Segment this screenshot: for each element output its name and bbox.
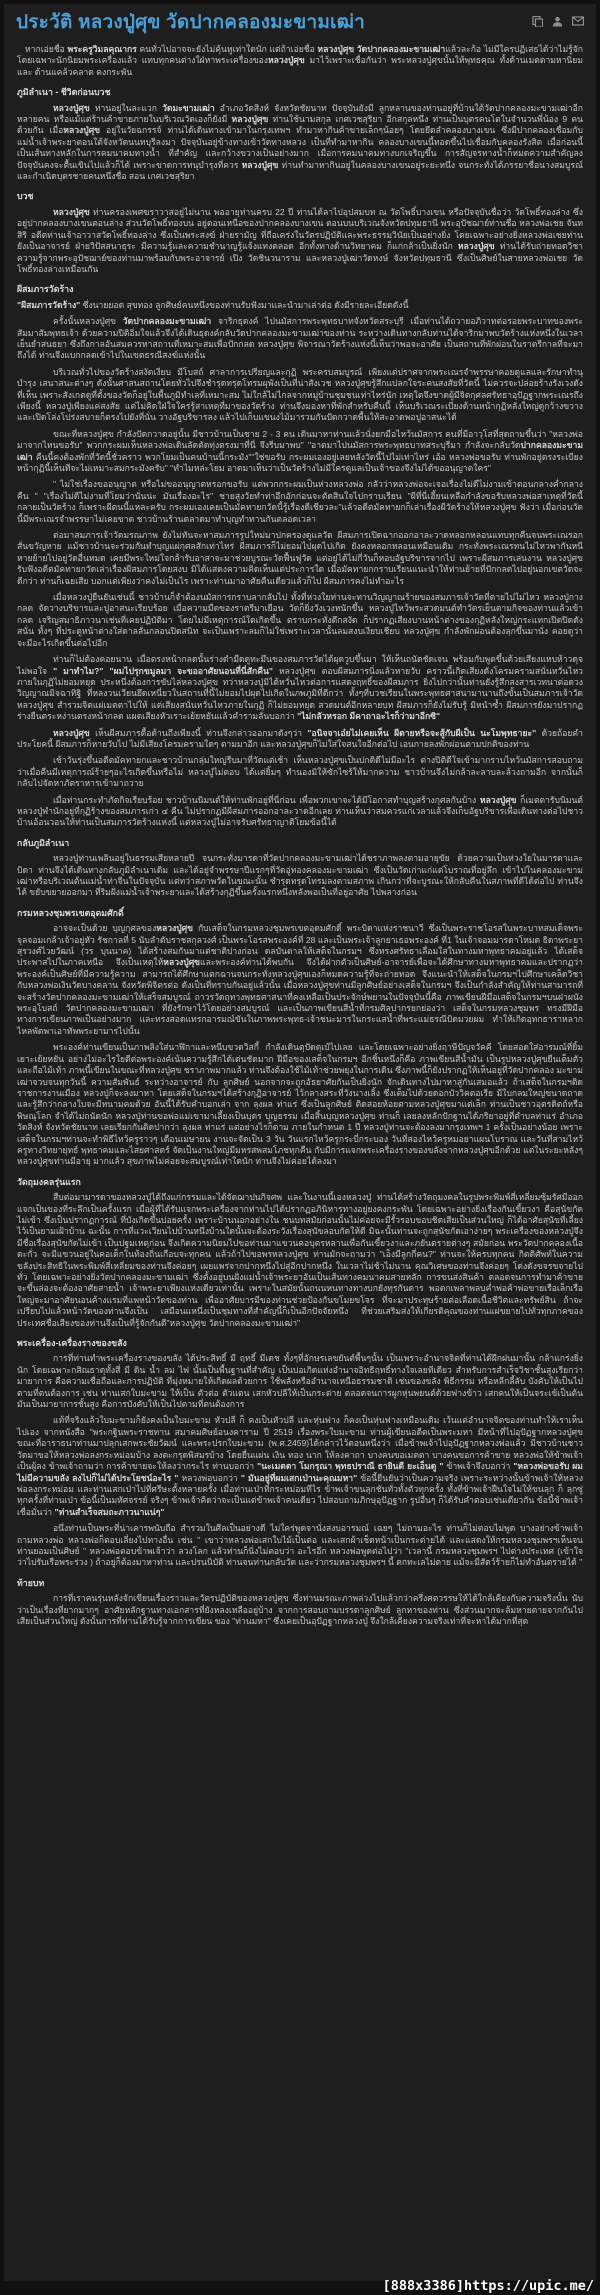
bold-text-run: หลวงปู่ศุข: [63, 125, 101, 136]
paragraph: [17, 795, 583, 829]
text-run: ต่อมาสมภารเจ้าวัดมรณภาพ ยังไม่ทันจะหาสมภารรูปใหม่มาปกครองดูแลวัด ผีสมภารเปิดฉากออกอาละวาดหลอกหลอนแทบทุกคืนจนพระเณรอกสั่นขวัญหาย แม้ชาวบ้านจะร่วมกันทำบุญแผ่กุศลสักเท่าไหร่ ผีสมภารก็ไม่ยอมไปผุดไปเกิด ยังคงหลอกหลอนเหมือนเดิม กระทั่งพระเณรทนไม่ไหวพากันหนีหายย้ายไปอยู่วัดอื่นหมด เคยมีพระใหม่ใจกล้ารับอาสาจะมาช่วยบูรณะวัดฟื้นฟูวัด แต่อยู่ได้ไม่กี่วันก็หอบอัฐบริขารจากไป เพราะผีสมภารเล่นงาน หลวงปู่ศุขรับฟังอดีตมัคทายกวัดเล่าเรื่องผีสมภารโดยสงบ มิได้แสดงความคิดเห็นแต่ประการใด เมื่อมัคทายกกราบเรียนแนะนำให้ท่านย้ายที่ปักกลดไปอยู่นอกเขตวัดจะดีกว่า ท่านก็เฉยเสีย บอกแต่เพียงว่าคงไม่เป็นไร เพราะท่านมาอาศัยคืนเดียวแล้วก็ไป ผีสมภารคงไม่ทำอะไร: [17, 530, 583, 586]
bold-text-run: "ท่านสำเร็จสมถะภาวนาแน่ๆ": [54, 1506, 165, 1517]
text-run: หลวงปู่ศุข ตอบผีสมภารนิ่งแล้วหายวับ คราวนี้เกิดเสียงดังโครมครามสนั่นหวั่นไหว ภายในกุฏิไม่ยอมหยุด ประหนึ่งต้องการขับไล่หลวงปู่ศุข ทว่าหลวงปู่มิได้หวั่นไหวต่อการแสดงฤทธิ์ของผีสมภาร ยิ่งไปกว่านั้นท่านยังรู้สึกสงสารเวทนาต่อดวงวิญญาณมิจฉาทิฐิ ที่หลงวนเวียนยึดเหนี่ยวในสถานที่นี้ไม่ยอมไปผุดไปเกิดในภพภูมิที่ดีกว่า ทั้งๆที่บวชเรียนในพระพุทธศาสนามานานถึงขั้นเป็นสมภารเจ้าวัด หลวงปู่ศุข สำรวมจิตแผ่เมตตาไปให้ แต่เสียงสนั่นหวั่นไหวภายในกุฏิ ก็ไม่ยอมหยุด สวดมนต์อีกหลายบท ผีสมภารก็ยังไม่รับรู้ มิหนำซ้ำ ผีสมภารยังมาปรากฏร่างยืนตระหง่านตรงหน้ากลด แผดเสียงหัวเราะเย้ยหยันแล้วคำรามลั่นบอกว่า: [17, 665, 583, 722]
paragraph: [17, 1353, 583, 1410]
text-run: และพระองค์ท่านได้พบกัน จึงได้ฝากตัวเป็นศิษย์-อาจารย์เพื่อจะได้ศึกษาทางมหาพุทธาคมและปรากฏว่า พระองค์เป็นศิษย์ที่มีความรู้ความ สามารถได้ศึกษาแตกฉานจนกระทั่งหลวงปู่ศุขเองก็หมดความรู้ที่จะถ่ายทอด จึงแนะนำให้เสด็จในกรมฯไปศึกษาเคล็ดวิชากับหลวงพ่อเงินวัดบางคลาน จังหวัดพิจิตรต่อ ดังเป็นที่ทราบกันอยู่แล้วนั้น เมื่อหลวงปู่ศุขท่านมีลูกศิษย์อย่างเสด็จในกรมฯ จึงเป็นกำลังสำคัญให้ท่านสามารถที่จะสร้างวัดปากคลองมะขามเฒ่าให้เสร็จสมบูรณ์ ถาวรวัดถุทางพุทธศาสนาที่คงเหลือเป็นประจักษ์พยานในปัจจุบันนี้คือ ภาพเขียนฝีมือเสด็จในกรมฯบนฝาผนังพระอุโบสถ์ วัดปากคลองมะขามเฒ่า ที่ยังรักษาไว้โดยอย่างสมบูรณ์ และเป็นภาพเขียนสีน้ำที่กรมศิลปากรยกย่องว่า เสด็จในกรมหลวงชุมพร ทรงมีฝีมือทางการเขียนภาพเป็นอย่างมาก และทรงสอดแทรกอารมณ์ขันในภาพพระพุทธ-เจ้าชนะมารในกระแสน้ำที่พระแม่ธรณีบิดมวยผม ทำให้เกิดอุทกธาราหลากไหลพัดพาเอาทัพพระยามารไปนั้น: [17, 957, 583, 1036]
text-run: ก็เมตตารับนิมนต์ หลวงปู่พำนักอยู่ที่กุฏิร้างของสมภารเก่า ๔ คืน ไม่ปรากฏมีผีสมภารออกอาละวาดอีกเลย ท่านเห็นว่าสมควรแก่เวลาแล้วจึงเก็บอัฐบริขารเพื่อเดินทางต่อไปชาวบ้านอ้อนวอนให้ท่านเป็นสมภารวัดร้างแห่งนี้ แต่หลวงปู่ไม่อาจรับศรัทธาญาติโยมข้อนี้ได้: [17, 794, 583, 828]
bold-text-run: "หลวงพ่อขอรับ ผมไม่มีความขลัง ลงไปก็ไม่ได้ประโยชน์อะไร ": [17, 1461, 583, 1483]
text-run: หลวงพ่อบอกว่า: [178, 1472, 241, 1483]
mail-icon[interactable]: [572, 16, 584, 27]
paragraph: [17, 479, 583, 525]
paragraph: [17, 1593, 583, 1627]
text-run: เมื่อหลวงปู่ยืนยันเช่นนี้ ชาวบ้านก็จำต้องนมัสการกราบลากลับไป ทั้งที่ห่วงใยท่านจะทานวิญญาณร้ายของสมภารเจ้าวัดที่ตายไปไม่ไหว หลวงปู่กางกลด จัดวางบริขารและปูอาสนะเรียบร้อย เมื่อความมืดของราตรีมาเยือน วัดก็ยิ่งวังเวงหนักขึ้น หลวงปู่ไหว้พระสวดมนต์ทำวัตรเย็นตามกิจของท่านแล้วเข้ากลด เจริญสมาธิภาวนาเช่นที่เคยปฏิบัติมา โดยไม่มีเหตุการณ์ใดเกิดขึ้น ตราบกระทั่งดึกสงัด ก็ปรากฏเสียงบานหน้าต่างของกุฏิหลังใหญ่กระแทกเปิดปิดดังสนั่น ทั้งๆ ที่ประตูหน้าต่างใส่ดาลลั่นกลอนปิดสนิท จะเป็นเพราะลมก็ไม่ใช่เพราะเวลานั้นลมสงบเงียบเชียบ หลวงปู่ศุข กำลังพักผ่อนต้องลุกขึ้นมานั่ง คอยดูว่าจะมีอะไรเกิดขึ้นต่อไปอีก: [17, 592, 583, 648]
paragraph: [17, 1523, 583, 1569]
bold-text-run: "อนิจจาเอ๋ยไม่เคยเห็น ผีตายหรือจะสู้กับผีเป็น นะโมพุทธายะ": [307, 727, 537, 738]
section-heading: วัดถุมงคลรุ่นแรก: [17, 1176, 81, 1187]
text-run: กับเสด็จในกรมหลวงชุมพรเขตอุดมศักดิ์ พระบิดาแห่งราชนาวี ซึ่งเป็นพระราชโอรสในพระบาทสมเด็จพระจุลจอมเกล้าเจ้าอยู่หัว รัชกาลที่ 5 นับลำดับราชสกุลวงศ์ เป็นพระโอรสพระองค์ที่ 28 และเป็นพระเจ้าลูกยาเธอพระองค์ ที่1 ในเจ้าจอมมารดาโหมด ธิดาพระยาสุรวงศ์ไวยวัฒน์ (วร บุนนาค) ได้สร้างสมกันมาแต่ชาติปางก่อน ดลบันดาลให้เสด็จในกรมฯ ซึ่งทรงศรัทธาเลื่อมใสในทางมหาพุทธาคมอยู่แล้ว ได้เสด็จประพาสไปในภาคเหนือ จึงเป็นเหตุให้: [17, 923, 583, 968]
bold-text-run: " มันอยู่ที่ผมเสกเป่านะคุณมหา": [240, 1472, 358, 1483]
bold-text-run: หลวงปู่ศุข: [53, 727, 90, 738]
bold-text-run: วัดปากคลองมะขามเฒ่า: [122, 316, 212, 327]
paragraph: [17, 853, 583, 899]
section-heading: กรมหลวงชุมพรเขตอุดมศักดิ์: [17, 907, 124, 918]
text-run: ซึ่งนายยอด สุขทอง ลูกศิษย์คนหนึ่งของท่านรับฟังมาและนำมาเล่าต่อ ดังมีรายละเอียดดังนี้: [80, 299, 409, 310]
text-run: เมื่อท่านกระทำภัตกิจเรียบร้อย ชาวบ้านนิมนต์ให้ท่านพักอยู่ที่นี่ก่อน เพื่อพวกเขาจะได้มีโอกาสทำบุญสร้างกุศลกันบ้าง: [53, 794, 480, 805]
text-run: ท่านก็ไม่ต้องคอยนาน เมื่อตรงหน้ากลดนั้นร่างดำมืดดูทะมึนของสมภารวัดได้ผุดวูบขึ้นมา ให้เห็นถนัดชัดเจน พร้อมกับพูดขึ้นด้วยเสียงแหบห้าวดุจไม่พอใจ: [17, 654, 583, 676]
text-run: เห็นผีสมภารดื้อด้านถึงเพียงนี้ ท่านจึงกล่าวออกมาดังๆว่า: [89, 727, 308, 738]
paragraph: [17, 316, 583, 362]
text-run: " ไม่ใช่เรื่องขออนุญาต หรือไม่ขออนุญาตหรอกขอรับ แต่พวกกระผมเป็นห่วงหลวงพ่อ กลัวว่าหลวงพ่อจะเจอเรื่องไม่ดีไม่งามเข้าตอนกลางค่ำกลางคืน " "เรื่องไม่ดีไม่งามที่โยมว่านั่นน่ะ มันเรื่องอะไร" ชายสูงวัยทำท่าอึกอักก่อนจะตัดสินใจไปกราบเรียน "ผีที่นี่เฮี้ยนเหลือกำลังขอรับหลวงพ่อสาเหตุที่วัดนี้กลายเป็นวัดร้าง ก็เพราะผีตนนี้แหละครับ กระผมเองเคยเป็นมัคทายกวัดนี้รู้เรื่องดีเชียวละ"แล้วอดีตมัคทายกก็เล่าเรื่องผีวัดร้างให้หลวงปู่ศุข ฟังว่า เมื่อก่อนวัดนี้มีพระเณรจำพรรษาไม่เคยขาด ชาวบ้านร้านตลาดมาทำบุญทำทานกันตลอดเวลา: [17, 479, 583, 524]
bold-text-run: " มาทำไม?" "ผมไปรุกขมูลมา จะขออาศัยนอนที่นี่สักคืน": [53, 665, 273, 676]
bold-text-run: หลวงปู่ศุข วัดปากคลองมะขามเฒ่า: [317, 44, 446, 54]
article-page: [4, 4, 596, 2281]
bold-text-run: หลวงปู่ศุข: [156, 923, 194, 934]
paragraph: [17, 1415, 583, 1518]
bold-text-run: ปากคลองมะขามเฒ่า: [17, 440, 583, 462]
bold-text-run: หลวงปู่ศุข: [231, 114, 269, 125]
paragraph: [17, 654, 583, 722]
text-run: มาไว้เพราะเชื่อกันว่า พระหลวงปู่ศุขนั้นให้พุทธคุณ ทั้งด้านเมตตามหานิยม และ ด้านแคล้วคลาด คงกระพัน: [17, 55, 583, 77]
text-run: หลวงปู่ท่านเพลินอยู่ในธรรมเสียหลายปี จนกระทั่งมารดาที่วัดปากคลองมะขามเฒ่าได้ชราภาพลงตามอายุขัย ด้วยความเป็นห่วงใยในมารดาและบิดา ท่านจึงได้เดินทางกลับภูมิลำเนาเดิม และได้อยู่จำพรรษาปีแรกๆที่วัดอู่ทองคลองมะขามเฒ่า ซึ่งเป็นวัดเก่าแก่แต่โบราณที่อยู่ลึก เข้าไปในคลองมะขามเฒ่าหรือบริเวณต้นแม่น้ำท่าจีนในปัจจุบัน แต่ทว่าสภาพวัดในขณะนั้น ชำรุดทรุดโทรมลงตามสภาพ เกินกว่าที่จะบูรณะให้กลับคืนในสภาพที่ดีได้ต่อไป ท่านจึงได้ ขยับขยายออกมา ที่ริมฝั่งแม่น้ำเจ้าพระยาและได้สร้างกุฏิขึ้นครั้งแรกหนึ่งหลังพอเป็นที่อยู่อาศัย ไปพลางก่อน: [17, 853, 583, 898]
text-run: แล้วละก้อ ไม่มีใครปฏิเสธได้ว่าไม่รู้จัก โดยเฉพาะนักนิยมพระเครื่องแล้ว แทบทุกคนต่างใฝ่หาพระเครื่องของ: [17, 44, 583, 66]
article-header: [4, 4, 596, 36]
bold-text-run: หลวงปู่ศุข: [268, 55, 305, 66]
bold-text-run: หลวงปู่ศุข: [241, 159, 279, 170]
section-heading: พระเครื่อง-เครื่องรางของขลัง: [17, 1338, 127, 1349]
watermark: [888x3386]https://upic.me/: [382, 2278, 594, 2294]
action-icons: [532, 16, 584, 27]
paragraph: [17, 1042, 583, 1167]
text-run: การที่เราคนรุ่นหลังจักเขียนเรื่องราวและวัตรปฏิบัติของหลวงปู่ศุข ซึ่งท่านมรณะภาพล่วงไปแล้วกว่าครึ่งศตวรรษให้ได้ใกล้เคียงกับความจริงนั้น นับว่าเป็นเรื่องที่ยากมากๆ อาศัยหลักฐานทางเอกสารที่ยังหลงเหลืออยู่บ้าง จากการสอบถามบรรดาลูกศิษย์ ลูกหาของท่าน ซึ่งส่วนมากจะล้มหายตายจากกันไปเสียเป็นส่วนใหญ่ ดังนั้นการที่ท่านได้รับรู้จากการเขียน ของ "ท่านมหา" ซึ่งเคยเป็นอุปัฏฐากหลวงปู่ จึงใกล้เคียงความจริงเท่าที่จะหาได้มากที่สุด: [17, 1593, 583, 1626]
bold-text-run: หลวงปู่ศุข: [479, 794, 517, 805]
paragraph: [17, 44, 583, 78]
paragraph: [17, 367, 583, 424]
paragraph: [17, 592, 583, 649]
copy-icon[interactable]: [532, 16, 543, 27]
text-run: ครั้งนั้นหลวงปู่ศุข: [53, 316, 123, 327]
bold-text-run: หลวงปู่ศุข: [53, 206, 90, 217]
section-heading: กลับภูมิลำเนา: [17, 837, 70, 848]
text-run: ข้อนี้ยืนยันว่าเป็นความจริง เพราะระหว่างนั้นข้าพเจ้าให้หลวงพ่อลงกระหม่อม และท่านเสกเป่าไปที่ศรีษะตั้งหลายครั้ง เมื่อท่านเป่าที่กระหม่อมทีไร ข้าพเจ้าขนลุกชันทั่วทั้งตัวทุกครั้ง ทั้งที่ข้าพเจ้าฝืนใจไม่ให้ขนลุก ก็ ลุกซู่ทุกครั้งที่ท่านเป่า ข้อนี้เป็นมหัศจรรย์ จริงๆ ข้าพเจ้าคิดว่าจะเป็นแต่ข้าพเจ้าคนเดียว ไปสอบถามภิกษุอุปัฏฐาก รูปอื่นๆ ก็ได้รับคำตอบเช่นเดียวกัน ข้อนี้ข้าพเจ้าเชื่อมั่นว่า: [17, 1472, 584, 1517]
text-run: ขณะที่หลวงปู่ศุข กำลังปัดกวาดอยู่นั้น มีชาวบ้านเป็นชาย 2 - 3 คน เดินมาหาท่านแล้วนั่งยกมือไหว้นมัสการ คนที่มีอาวุโสที่สุดถามขึ้นว่า "หลวงพ่อมาจากไหนขอรับ" พวกกระผมเห็นหลวงพ่อเดินลัดตัดทุ่งตรงมาที่นี่ จึงรีบมาพบ" "อาตมาไปนมัสการพระพุทธบาทสระบุรีมา กำลังจะกลับวัด: [17, 428, 583, 451]
paragraph: [17, 728, 583, 751]
paragraph: [17, 207, 583, 275]
text-run: หากเอ่ยชื่อ: [25, 44, 68, 54]
page-title: ประวัติ หลวงปู่ศุข วัดปากคลองมะขามเฒ่า: [16, 12, 365, 33]
bold-text-run: พระครูวิมลคุณากร: [67, 44, 137, 54]
text-run: อาจจะเป็นด้วย บุญกุศลของ: [53, 923, 157, 934]
text-run: ท่านครองเพศฆราวาสอยู่ไม่นาน พออายุท่านครบ 22 ปี ท่านได้ลาไปอุปสมบท ณ วัดโพธิ์บางเขน หรือปัจจุบันชื่อว่า วัดโพธิ์ทองล่าง ซึ่งอยู่ปากคลองบางเขนตอนล่าง ส่วนวัดโพธิ์ทองบน อยู่ตอนเหนือของปากคลองบางเขน ตอนบนบริเวณจังหวัดปทุมธานี พระอุปัชฌาย์ท่านชื่อ หลวงพ่อเชย จันทสิริ อดีตท่านเจ้าอาวาสวัดโพธิ์ทองล่าง ซึ่งเป็นพระสงฆ์ ฝ่ายรามัญ ที่ถือเคร่งในวัตรปฏิบัติและพระธรรมวินัยเป็นอย่างยิ่ง โดยเฉพาะอย่างยิ่งหลวงพ่อเชยท่านยังเป็นอาจารย์ ฝ่ายวิปัสสนาธุระ มีความรู้และความชำนาญรู้แจ้งแทงตลอด อีกทั้งทางด้านวิทยาคม ก็แก่กล้าเป็นยิ่งนัก: [17, 206, 583, 252]
text-run: สืบต่อมามารดาของหลวงปู่ได้ถึงแก่กรรมและได้จัดฌาปนกิจศพ และในงานนี้เองหลวงปู่ ท่านได้สร้างวัดถุมงคลในรูปพระพิมพ์สี่เหลี่ยมซุ้มรัศมีออกแจกเป็นของที่ระลึกเป็นครั้งแรก เมื่อผู้ที่ได้รับแจกพระเครื่องจากท่านไปได้ปรากฏอภินิหารทางอยู่ยงคงกระพัน โดยเฉพาะอย่างยิ่งเรื่องกันเขี้ยวงา คือสุนัขกัดไม่เข้า ซึ่งเป็นปรากฏการณ์ ที่บังเกิดขึ้นบ่อยครั้ง เพราะบ้านนอกอย่างใน ชนบทสมัยก่อนนั้นไม่ค่อยจะมีรั้วรอบขอบชิดเสียเป็นส่วนใหญ่ ก็ได้อาศัยสุนัขที่เลี้ยงไว้เป็นยามเฝ้าบ้าน ฉะนั้น การที่แวะเวียนไปบ้านหนึ่งบ้านใดนั้นจะต้องระวังเรื่องสุนัขลอบกัดให้ดี มิฉะนั้นท่านจะถูกสุนัขกัดเอาง่ายๆ พระเครื่องของหลวงปู่จึงมีชื่อเรื่องสุนัขกัดไม่เข้า เป็นปฐมเหตุก่อน จึงเกิดความนิยมไปขอท่านมาแขวนคอบุตรหลานเพื่อกันเขี้ยวงาและภยันตรายต่างๆ สมัยก่อน พระวัดปากคลองเนื้อตะกั่ว จะมีแขวนอยู่ในคอเด็กในท้องถิ่นเกือบจะทุกคน แล้วถ้าไปขอพรหลวงปู่ศุข ท่านมักจะถามว่า "เอ็งมีลูกกี่คน?" ท่านจะให้ครบทุกคน กิตติศัพท์ในความขลังประสิทธิในพระพิมพ์สี่เหลี่ยมของท่านจึงค่อยๆ เผยแพร่จากปากหนึ่งไปสู่อีกปากหนึ่ง ในเวลาไม่ช้าไม่นาน คุณวิเศษของท่านจึงค่อยๆ โด่งดังขจรขจายไปทั่ว โดยเฉพาะอย่างยิ่งวัดปากคลองมะขามเฒ่า ซึ่งตั้งอยู่บนฝั่งแม่น้ำเจ้าพระยาอันเป็นเส้นทางคมนาคมสายหลัก การขนส่งสินค้า ตลอดจนการทำมาค้าขาย จะขึ้นล่องจะต้องอาศัยสายน้ำ เจ้าพระยาเพียงแห่งเดียวเท่านั้น เพราะในสมัยนั้นถนนหนทางทางบกยังทุรกันดาร พอตกเพลาพลบค่ำพ่อค้าพ่อขายเรือเล็กเรือใหญ่จะมาอาศัยนอนค้างแรมที่แพหน้าวัดของท่าน เพื่ออาศัยบารมีของท่านช่วยป้องกันขโมยขโจร ที่จะมาประทุษร้ายต่อเลือดเนื้อชีวิตและทรัพย์สิน ถ้าจะเปรียบไปแล้วหน้าวัดของท่านจึงเป็น เสมือนแหนึ่งเป็นชุมทางที่สำคัญนี้ก็เป็นอีกปัจจัยหนึ่ง ที่ช่วยเสริมส่งให้เกียรติคุณของท่านแผ่ขยายไปทั่วทุกภาคของประเทศชื่อเสียงของท่านจึงเป็นที่รู้จักกันดี"หลวงปู่ศุข วัดปากคลองมะขามเฒ่า": [17, 1192, 583, 1328]
bold-text-run: หลวงปู่ศุข: [457, 241, 495, 252]
text-run: อนึ่งท่านเป็นพระที่น่าเคารพนับถือ สำรวมในศีลเป็นอย่างดี ไม่ใคร่พูดจานั่งสงบอารมณ์ เฉยๆ ไม่ถามอะไร ท่านก็ไม่ตอบไม่พูด บางอย่างข้าพเจ้าถามหลวงพ่อ หลวงพ่อก็ตอบเลี่ยงไปทางอื่น เช่น " เขาว่าหลวงพ่อเสกใบไม้เป็นต่อ และเสกผ้าเช็ดหน้าเป็นกระต่ายได้ และแสดงให้กรมหลวงชุมพรฯเห็นจนท่านยอมเป็นศิษย์ " หลวงพ่อตอบข้าพเจ้าว่า ลวงโลก แล้วท่านก็นิ่งไม่ตอบว่า อะไรอีก หลวงพ่อพูดต่อไปว่า "เวลานี้ กรมหลวงชุมพรฯ ไปต่างประเทศ (เข้าใจว่าไปรับเรือพระร่วง ) ถ้าอยู่ก็ต้องมาหาท่าน และปรนนิบัติ ท่านจนท่านกลับวัด และว่ากรมหลวงชุมพรฯ นี้ ตกทะเลไม่ตาย แม้จะมีสัตว์ร้ายก็ไม่ทำอันตรายได้ ": [17, 1523, 583, 1568]
text-run: พระองค์ท่านเขียนเป็นภาพลิงใส่นาฬิกาและหนีบขวดวิสกี้ กำลังเดินตุปัดตุเป๋ไปเลย และโดยเฉพาะอย่างยิ่งฤาษีปัญจวัคคี โดยสอดใส่อารมณ์ที่ยิ้มเยาะเย้ยหยัน อย่างไม่อะไรใยดีต่อพระองค์เน้นความรู้สึกได้เด่นชัดมาก ฝีมือของเสด็จในกรมฯ อีกชิ้นหนึ่งก็คือ ภาพเขียนสีน้ำมัน เป็นรูปหลวงปู่ศุขยืนเต็มตัวและถือไม้เท้า ภาพนี้เขียนในขณะที่หลวงปู่ศุข ชราภาพมากแล้ว ท่านจึงต้องใช้ไม้เท้าช่วยพยุงในการเดิน ซึ่งภาพนี้ก็ยังปรากฏให้เห็นอยู่ที่วัดปากคลอง มะขามเฒ่าจวบจนทุกวันนี้ ความสัมพันธ์ ระหว่างอาจารย์ กับ ลูกศิษย์ นอกจากจะถูกอัธยาศัยกันเป็นยิ่งนัก จักเดินทางไปมาหาสู่กันเสมอแล้ว ถ้าเสด็จในกรมฯติดราชการงานเมือง หลวงปู่ก็จะลงมาหา โดยเสด็จในกรมฯได้สร้างกุฏิอาจารย์ ไว้กลางสระที่วังนางเลิ้ง ซึ่งเต็มไปด้วยดอกบัววิคตอเรีย มีใบกลมใหญ่ขนาดถาด และรู้สึกว่ากลางใบจะมีหนามคมด้วย อันนี้ได้รับคำบอกเล่า จาก ลุงผล ท่าแร่ ซึ่งเป็นลูกศิษย์ ติดสอยห้อยตามหลวงปู่ศุขมาแต่เล็ก ท่านเป็นชาวอุตรดิตถ์หรือพิษณุโลก จำได้ไม่ถนัดนัก หลวงปู่ท่านขอพ่อแม่เขามาเลี้ยงเป็นบุตร บุญธรรม เมื่อสิ้นบุญหลวงปู่ศุข ท่านก็ เลยลงหลักปักฐานได้ภริยาอยู่ที่ตำบลท่าแร่ อำเภอวัดสิงห์ จังหวัดชัยนาท เลยเรียกกันติดปากว่า ลุงผล ท่าแร่ แต่อย่างไรก็ตาม ภายในกำหนด 1 ปี หลวงปู่ท่านจะต้องลงมากรุงเทพฯ 1 ครั้งเป็นอย่างน้อย เพราะเสด็จในกรมฯท่านจะทำพิธีไหว้ครูราวๆ เดือนเมษายน งานจะจัดเป็น 3 วัน วันแรกไหว้ครูกระบี่กระบอง วันที่สองไหว้ครูหมอยาแผนโบราณ และวันที่สามไหว้ครูทางวิทยายุทธ์ พุทธาคมและไสยศาสตร์ จัดเป็นงานใหญ่มีมหรสพสมโภชทุกคืน กับมีการแจกพระเครื่องรางของขลังจากหลวงปู่ศุขอีกด้วย แต่ในระยะหลังๆ หลวงปู่ศุขท่านมีอายุ มากแล้ว สุขภาพไม่ค่อยจะสมบูรณ์เท่าใดนัก ท่านจึงไม่ค่อยได้ลงมา: [17, 1042, 583, 1167]
text-run: ท่านได้รับถ่ายทอดวิชาความรู้จากพระอุปัชฌาย์ของท่านมาพร้อมกับพระอาจารย์ เปิง วัดชินวนาราม และหลวงปู่เฒ่าวัดหงษ์ จังหวัดปทุมธานี ซึ่งเป็นศิษย์ในสายหลวงพ่อเชย วัดโพธิ์ทองล่างเหมือนกัน: [17, 241, 583, 274]
text-run: แท้ที่จริงแล้วใบมะขามก็ยังคงเป็นใบมะขาม หัวปลี ก็ คงเป็นหัวปลี และหุ่นฟาง ก็คงเป็นหุ่นฟางเหมือนเดิม เว้นแต่อำนาจจิตของท่านทำให้เราเห็นไปเอง จากหนังสือ "พระกฐินพระราชทาน สมาคมศิษย์อนงคาราม ปี 2519 เรื่องพระใบมะขาม ท่านผู้เขียนอดีตเป็นพระมหา มีหน้าที่ไปอุปัฏฐากหลวงปู่ศุขขณะที่อาราธนาท่านมาปลุกเสกพระชัยวัฒน์ และพระปรกใบมะขาม (พ.ศ.2459)ได้กล่าวไว้ตอนหนึ่งว่า เมื่อข้าพเจ้าไปอุปัฏฐากหลวงพ่อแล้ว มีชาวบ้านชาววัดมาขอให้หลวงพ่อลงกระหม่อมบ้าง ลงตะกรุดพิสมรบ้าง โดยยื่นแผ่น เงิน ทอง นาก ให้ลงคาถา บางคนขอเมตตา บางคนขอการค้าขาย หลวงพ่อให้ข้าพเจ้าเป็นผู้ลง ข้าพเจ้าถามว่า การค้าขายจะให้ลงว่ากระไร ท่านบอกว่า: [17, 1415, 583, 1472]
text-run: บริเวณทั่วไปของวัดร้างสงัดเงียบ มีโบสถ์ ศาลาการเปรียญและกุฏิ พระครบสมบูรณ์ เพียงแต่ปราศจากพระเณรจำพรรษาคอยดูแลและรักษาทำนุบำรุง เสนาสนะต่างๆ ดังนั้นศาสนสถานโดยทั่วไปจึงชำรุดทรุดโทรมผุพังเป็นที่น่าสังเวช หลวงปู่ศุขรู้สึกแปลกใจระคนสงสัยที่วัดนี้ ไม่ควรจะปล่อยร้างรังเวงดังที่เห็น เพราะสังเกตดูที่ตั้งของวัดก็อยู่ในพื้นภูมิทำเลที่เหมาะสม ไม่ใกล้ไม่ไกลจากหมู่บ้านชุมชนเท่าไหร่นัก เหตุใดจึงขาดผู้มีจิตกุศลศรัทธาอุปัฏฐากพระเณรถึงเพียงนี้ หลวงปู่เพียงแค่สงสัย แต่ไม่คิดใฝ่ใจใคร่รู้สาเหตุที่มาของวัดร้าง ท่านจึงมองหาที่พักสำหรับคืนนี้ เห็นบริเวณระเบียงด้านหน้ากุฏิหลังใหญ่ดูกว้างขวาง และเปิดโล่งโปร่งสบายก็ตรงไปยังที่นั่น วางอัฐบริขารลง แล้วไปเก็บแขนงไม้มารวมกันปัดกวาดพื้นให้สะอาดพอปูอาสนะได้: [17, 366, 583, 423]
paragraph: [17, 1192, 583, 1329]
user-icon[interactable]: [552, 16, 563, 27]
paragraph: [17, 530, 583, 587]
text-run: ข้าพเจ้าจึงบอกว่า: [443, 1461, 514, 1472]
text-run: คนทั่วไปอาจจะยังไม่คุ้นหูเท่าใดนัก แต่ถ้าเอ่ยชื่อ: [136, 44, 318, 54]
section-heading: ผีสมภารวัดร้าง: [17, 284, 74, 295]
bold-text-run: หลวงปู่ศุข: [53, 102, 90, 113]
section-heading: ภูมิลำเนา - ชีวิตก่อนบวช: [17, 87, 111, 98]
text-run: คืนนี้คงต้องพักที่วัดนี้ชั่วคราว พวกโยมเป็นคนบ้านนี้กระมัง""ใช่ขอรับ กระผมเองอยู่เลยหลังวัดนี้ไปไม่เท่าไหร่ เอ้อ หลวงพ่อขอรับ ท่านพักอยู่ตรงระเบียงหน้ากุฏินี้เห็นทีจะไม่เหมาะสมกระมังครับ" "ทำไมหล่ะโยม อาตมาเห็นว่าเป็นวัดร้างไม่มีใครดูแลเป็นเจ้าของจึงไม่ได้ขออนุญาตใคร": [17, 451, 583, 473]
paragraph: [17, 429, 583, 475]
paragraph: [17, 103, 583, 183]
text-run: จาริกธุดงค์ ไปนมัสการพระพุทธบาทจังหวัดสระบุรี เมื่อท่านได้ถวายอภิวาทต่อรอยพระบาทของพระสัมมาสัมพุทธเจ้า ด้วยความปิติอิ่มใจแล้วจึงได้เดินธุดงค์กลับวัดปากคลองมะขามเฒ่าของท่าน ระหว่างเดินทางกลับท่านได้จาริกมาพบวัดร้างแห่งหนึ่งในเวลาเย็นย่ำสนธยา ซึ่งถึงกาลอันสมควรหาสถานที่เหมาะสมเพื่อปักกลด หลวงปู่ศุข พิจารณาวัดร้างแห่งนี้เห็นว่าพอจะอาศัย เป็นสถานที่พักผ่อนในราตรีกาลที่จะมาถึงได้ ท่านจึงแบกกลดเข้าไปในเขตธรณีสงฆ์แห่งนั้น: [17, 316, 583, 361]
text-run: ด้วยถ้อยคำประโยคนี้ ผีสมภารก็หายวับไป ไม่มีเสียงโครมครามใดๆ ตามมาอีก และหลวงปู่ศุขก็ไม่ใส่ใจสนใจอีกต่อไป เอนกายลงพักผ่อนตามปกติของท่าน: [17, 727, 583, 749]
paragraph: [17, 755, 583, 789]
text-run: ท่านใช้นามสกุล เกศเวชสุริยา อีกสกุลหนึ่ง ท่านเป็นบุตรคนโตในจำนวนพี่น้อง 9 คน ด้วยกัน เมื่อ: [17, 114, 583, 136]
text-run: ท่านอยู่ในละแวก: [89, 102, 163, 113]
text-run: อำเภอวัดสิงห์ จังหวัดชัยนาท ปัจจุบันยังมี ลูกหลานของท่านอยู่ที่บ้านใต้วัดปากคลองมะขามเฒ่าอีกหลายคน หรือแม้แต่ร้านค้าขายภายในบริเวณวัดเองก็ยังมี: [17, 102, 583, 125]
section-heading: ท้ายบท: [17, 1577, 45, 1588]
bold-text-run: หลวงปู่ศุข: [163, 957, 201, 968]
text-run: เช้าวันรุ่งขึ้นอดีตมัคทายกและชาวบ้านกลุ่มใหญ่รีบมาที่วัดแต่เช้า เห็นหลวงปู่ศุขเป็นปกติดีไม่มีอะไร ต่างปิติดีใจเข้ามากราบไหว้นมัสการสอบถาม ว่าเมื่อคืนมีเหตุการณ์ร้ายๆอะไรเกิดขึ้นหรือไม่ หลวงปู่ไม่ตอบ ได้แต่ยิ้มๆ ทำนองมิให้ซักไซร้ให้มากความ ชาวบ้านจึงไม่กล้าละลาบละล้วงถามอีก จากนั้นก็กลับไปจัดหาภัตราหารเข้ามาถวาย: [17, 755, 583, 789]
paragraph: [17, 923, 583, 1037]
bold-text-run: "นะเมตตา โมกรุณา พุทธปราณี ธายินดี ยะเอ็นดู ": [257, 1461, 444, 1472]
bold-text-run: "ไม่กลัวหรอก มีคาถาอะไรก็ว่ามาอีกซิ": [297, 711, 441, 722]
text-run: อยู่ในวัยฉกรรจ์ ท่านได้เดินทางเข้ามาในกรุงเทพฯ ทำมาหากินค้าขายเล็กๆน้อยๆ โดยยึดลำคลองบางเขน ซึ่งมีปากคลองเชื่อมกับแม่น้ำเจ้าพระยาตอนใต้จังหวัดนนทบุรีลงมา ปัจจุบันอยู่ข้างทางเข้าวัดทางหลวง เป็นที่ทำมาหากิน คลองบางเขนนี้ทอดขึ้นไปเชื่อมกับคลองรังสิต เมื่อก่อนนี้เป็นเส้นทางหลักในการคมนาคมทางน้ำ ที่สำคัญ และกว้างขวางเป็นอย่างมาก เมื่อการคมนาคมทางบกเจริญขึ้น การสัญจรทางน้ำก็หมดความสำคัญลง ปัจจุบันคงจะตื้นเขินไปแล้วก็ได้ เพราะขาดการทนุบำรุงที่ควร: [17, 125, 584, 170]
text-run: การที่ท่านทำพระเครื่องรางของขลัง ได้ประสิทธิ์ มี ฤทธิ์ มีเดช ทั้งๆที่อักษรเลขยันต์พื้นๆนั้น เป็นเพราะอำนาจจิตที่ท่านได้ฝึกฝนมานั้น กล้าแกร่งยิ่งนัก โดยเฉพาะกสิณธาตุทั้งสี่ มี ดิน น้ำ ลม ไฟ นั้นเป็นพื้นฐานที่สำคัญ เป็นบ่อเกิดแห่งอำนาจอิทธิฤทธิ์ทางใจเลยทีเดียว สำหรับการสำเร็จวิชาชั้นสูงเรียกว่า มายาการ คือความเชื่อถือและการปฏิบัติ ที่มุ่งหมายให้เกิดผลด้วยการ ใช้พลังหรืออำนาจเหนือธรรมชาติ เช่นของขลัง พิธีกรรม หรือหลีกลี้ลับ บังคับให้เป็นไปตามที่ตนต้องการ เช่น ท่านเสกใบมะขาม ให้เป็น ตัวต่อ ตัวแตน เสกหัวปลีให้เป็นกระต่าย ตลอดจนการผูกหุ่นพยนต์ด้วยฟางข้าว เสกคนให้เป็นจระเข้เป็นต้น มันเป็นมายาการชั้นสูง คือการบังคับให้เป็นไปตามที่ตนต้องการ: [17, 1353, 583, 1410]
section-heading: บวช: [17, 191, 34, 202]
text-run: ท่านทำมาหากินอยู่ในคลองบางเขนอยู่ระยะหนึ่ง จนกระทั่งได้ภรรยาชื่อนางสมบูรณ์ และกำเนิดบุตรชายคนหนึ่งชื่อ สอน เกศเวชสุริยา: [17, 159, 583, 182]
paragraph: [17, 300, 583, 311]
article-body: [4, 36, 596, 1627]
bold-text-run: "ผีสมภารวัดร้าง": [17, 299, 81, 310]
bold-text-run: วัดมะขามเฒ่า: [162, 102, 215, 113]
